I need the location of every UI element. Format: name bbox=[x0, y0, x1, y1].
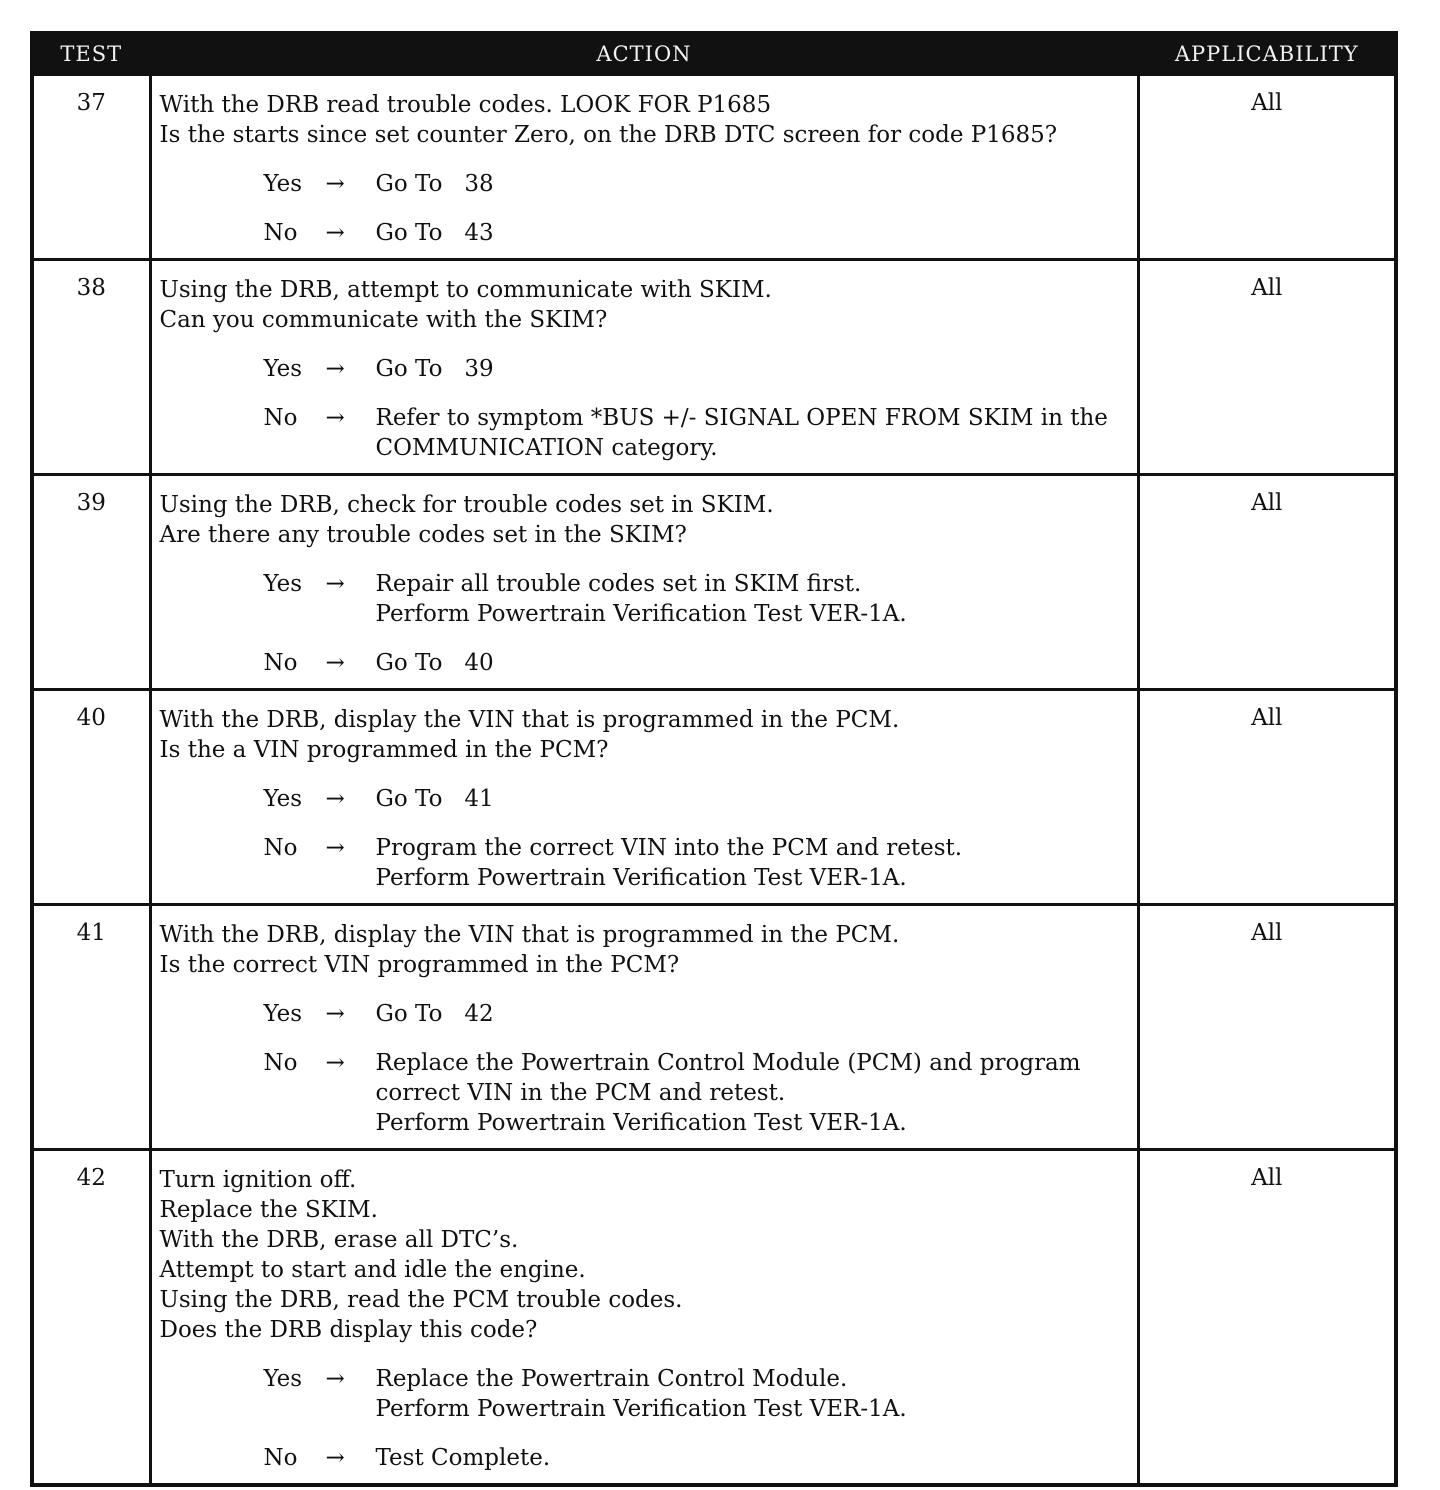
test-number: 40 bbox=[32, 690, 150, 905]
header-test: TEST bbox=[32, 33, 150, 75]
yes-result bbox=[376, 784, 1129, 814]
result-line: Repair all trouble codes set in SKIM first. bbox=[375, 571, 862, 597]
applicability-cell: All bbox=[1138, 690, 1396, 905]
action-step: With the DRB read trouble codes. LOOK FOR P1685 bbox=[159, 92, 772, 118]
yes-label: Yes bbox=[263, 1366, 303, 1392]
action-cell bbox=[150, 1150, 1138, 1486]
right-arrow-icon: → bbox=[325, 405, 345, 431]
action-step: Is the a VIN programmed in the PCM? bbox=[159, 737, 609, 763]
result-line: correct VIN in the PCM and retest. bbox=[375, 1080, 786, 1106]
table-row bbox=[32, 75, 1396, 260]
header-applicability: APPLICABILITY bbox=[1138, 33, 1396, 75]
no-result bbox=[376, 1048, 1129, 1138]
no-branch bbox=[160, 1048, 1129, 1138]
action-step: Replace the SKIM. bbox=[159, 1197, 378, 1223]
no-label: No bbox=[263, 220, 298, 246]
table-row bbox=[32, 690, 1396, 905]
applicability-cell: All bbox=[1138, 475, 1396, 690]
no-branch bbox=[160, 403, 1129, 463]
right-arrow-icon: → bbox=[325, 356, 345, 382]
result-line: Go To 38 bbox=[375, 171, 494, 197]
no-label: No bbox=[263, 1050, 298, 1076]
right-arrow-icon: → bbox=[325, 220, 345, 246]
yes-branch bbox=[160, 1364, 1129, 1424]
no-result bbox=[376, 218, 1129, 248]
yes-label: Yes bbox=[263, 1001, 303, 1027]
result-line: COMMUNICATION category. bbox=[375, 435, 718, 461]
right-arrow-icon: → bbox=[325, 571, 345, 597]
result-line: Perform Powertrain Verification Test VER-1A. bbox=[375, 601, 907, 627]
applicability-cell: All bbox=[1138, 260, 1396, 475]
result-line: Replace the Powertrain Control Module (PCM) and program bbox=[375, 1050, 1081, 1076]
result-line: Go To 42 bbox=[375, 1001, 494, 1027]
action-cell bbox=[150, 475, 1138, 690]
test-number: 41 bbox=[32, 905, 150, 1150]
yes-branch bbox=[160, 169, 1129, 199]
right-arrow-icon: → bbox=[325, 835, 345, 861]
action-step: Is the starts since set counter Zero, on the DRB DTC screen for code P1685? bbox=[159, 122, 1058, 148]
header-action: ACTION bbox=[150, 33, 1138, 75]
no-result bbox=[376, 833, 1129, 893]
yes-branch bbox=[160, 999, 1129, 1029]
action-step: Attempt to start and idle the engine. bbox=[159, 1257, 586, 1283]
no-branch bbox=[160, 648, 1129, 678]
result-line: Perform Powertrain Verification Test VER-1A. bbox=[375, 1396, 907, 1422]
yes-branch bbox=[160, 784, 1129, 814]
result-line: Test Complete. bbox=[375, 1445, 551, 1471]
yes-label: Yes bbox=[263, 571, 303, 597]
table-row bbox=[32, 475, 1396, 690]
yes-result bbox=[376, 569, 1129, 629]
table-body bbox=[32, 75, 1396, 1486]
yes-label: Yes bbox=[263, 786, 303, 812]
yes-branch bbox=[160, 354, 1129, 384]
no-result bbox=[376, 648, 1129, 678]
result-line: Go To 43 bbox=[375, 220, 494, 246]
result-line: Perform Powertrain Verification Test VER-1A. bbox=[375, 865, 907, 891]
action-cell bbox=[150, 260, 1138, 475]
action-step: With the DRB, display the VIN that is programmed in the PCM. bbox=[159, 707, 900, 733]
no-branch bbox=[160, 833, 1129, 893]
action-step: With the DRB, erase all DTC’s. bbox=[159, 1227, 519, 1253]
action-step: Are there any trouble codes set in the SKIM? bbox=[159, 522, 687, 548]
test-number: 39 bbox=[32, 475, 150, 690]
right-arrow-icon: → bbox=[325, 1366, 345, 1392]
action-step: Using the DRB, read the PCM trouble codes. bbox=[159, 1287, 683, 1313]
no-label: No bbox=[263, 405, 298, 431]
result-line: Go To 39 bbox=[375, 356, 494, 382]
result-line: Program the correct VIN into the PCM and retest. bbox=[375, 835, 963, 861]
yes-result bbox=[376, 999, 1129, 1029]
action-step: Using the DRB, attempt to communicate with SKIM. bbox=[159, 277, 772, 303]
action-step: Is the correct VIN programmed in the PCM? bbox=[159, 952, 680, 978]
right-arrow-icon: → bbox=[325, 650, 345, 676]
no-label: No bbox=[263, 835, 298, 861]
result-line: Replace the Powertrain Control Module. bbox=[375, 1366, 848, 1392]
result-line: Perform Powertrain Verification Test VER-1A. bbox=[375, 1110, 907, 1136]
yes-result bbox=[376, 169, 1129, 199]
applicability-cell: All bbox=[1138, 905, 1396, 1150]
action-step: Turn ignition off. bbox=[159, 1167, 357, 1193]
test-number: 38 bbox=[32, 260, 150, 475]
no-result bbox=[376, 403, 1129, 463]
right-arrow-icon: → bbox=[325, 1001, 345, 1027]
diagnostic-table bbox=[30, 31, 1398, 1487]
action-cell bbox=[150, 905, 1138, 1150]
no-label: No bbox=[263, 1445, 298, 1471]
table-row bbox=[32, 905, 1396, 1150]
result-line: Go To 40 bbox=[375, 650, 494, 676]
yes-branch bbox=[160, 569, 1129, 629]
action-step: With the DRB, display the VIN that is programmed in the PCM. bbox=[159, 922, 900, 948]
action-cell bbox=[150, 75, 1138, 260]
test-number: 37 bbox=[32, 75, 150, 260]
result-line: Refer to symptom *BUS +/- SIGNAL OPEN FROM SKIM in the bbox=[375, 405, 1108, 431]
action-step: Does the DRB display this code? bbox=[159, 1317, 538, 1343]
yes-result bbox=[376, 354, 1129, 384]
yes-label: Yes bbox=[263, 356, 303, 382]
result-line: Go To 41 bbox=[375, 786, 494, 812]
applicability-cell: All bbox=[1138, 1150, 1396, 1486]
table-header bbox=[32, 33, 1396, 75]
applicability-cell: All bbox=[1138, 75, 1396, 260]
no-branch bbox=[160, 1443, 1129, 1473]
table-row bbox=[32, 260, 1396, 475]
no-branch bbox=[160, 218, 1129, 248]
no-label: No bbox=[263, 650, 298, 676]
right-arrow-icon: → bbox=[325, 1050, 345, 1076]
test-number: 42 bbox=[32, 1150, 150, 1486]
action-step: Using the DRB, check for trouble codes set in SKIM. bbox=[159, 492, 774, 518]
action-cell bbox=[150, 690, 1138, 905]
right-arrow-icon: → bbox=[325, 1445, 345, 1471]
right-arrow-icon: → bbox=[325, 786, 345, 812]
action-step: Can you communicate with the SKIM? bbox=[159, 307, 608, 333]
yes-label: Yes bbox=[263, 171, 303, 197]
table-row bbox=[32, 1150, 1396, 1486]
yes-result bbox=[376, 1364, 1129, 1424]
no-result bbox=[376, 1443, 1129, 1473]
right-arrow-icon: → bbox=[325, 171, 345, 197]
